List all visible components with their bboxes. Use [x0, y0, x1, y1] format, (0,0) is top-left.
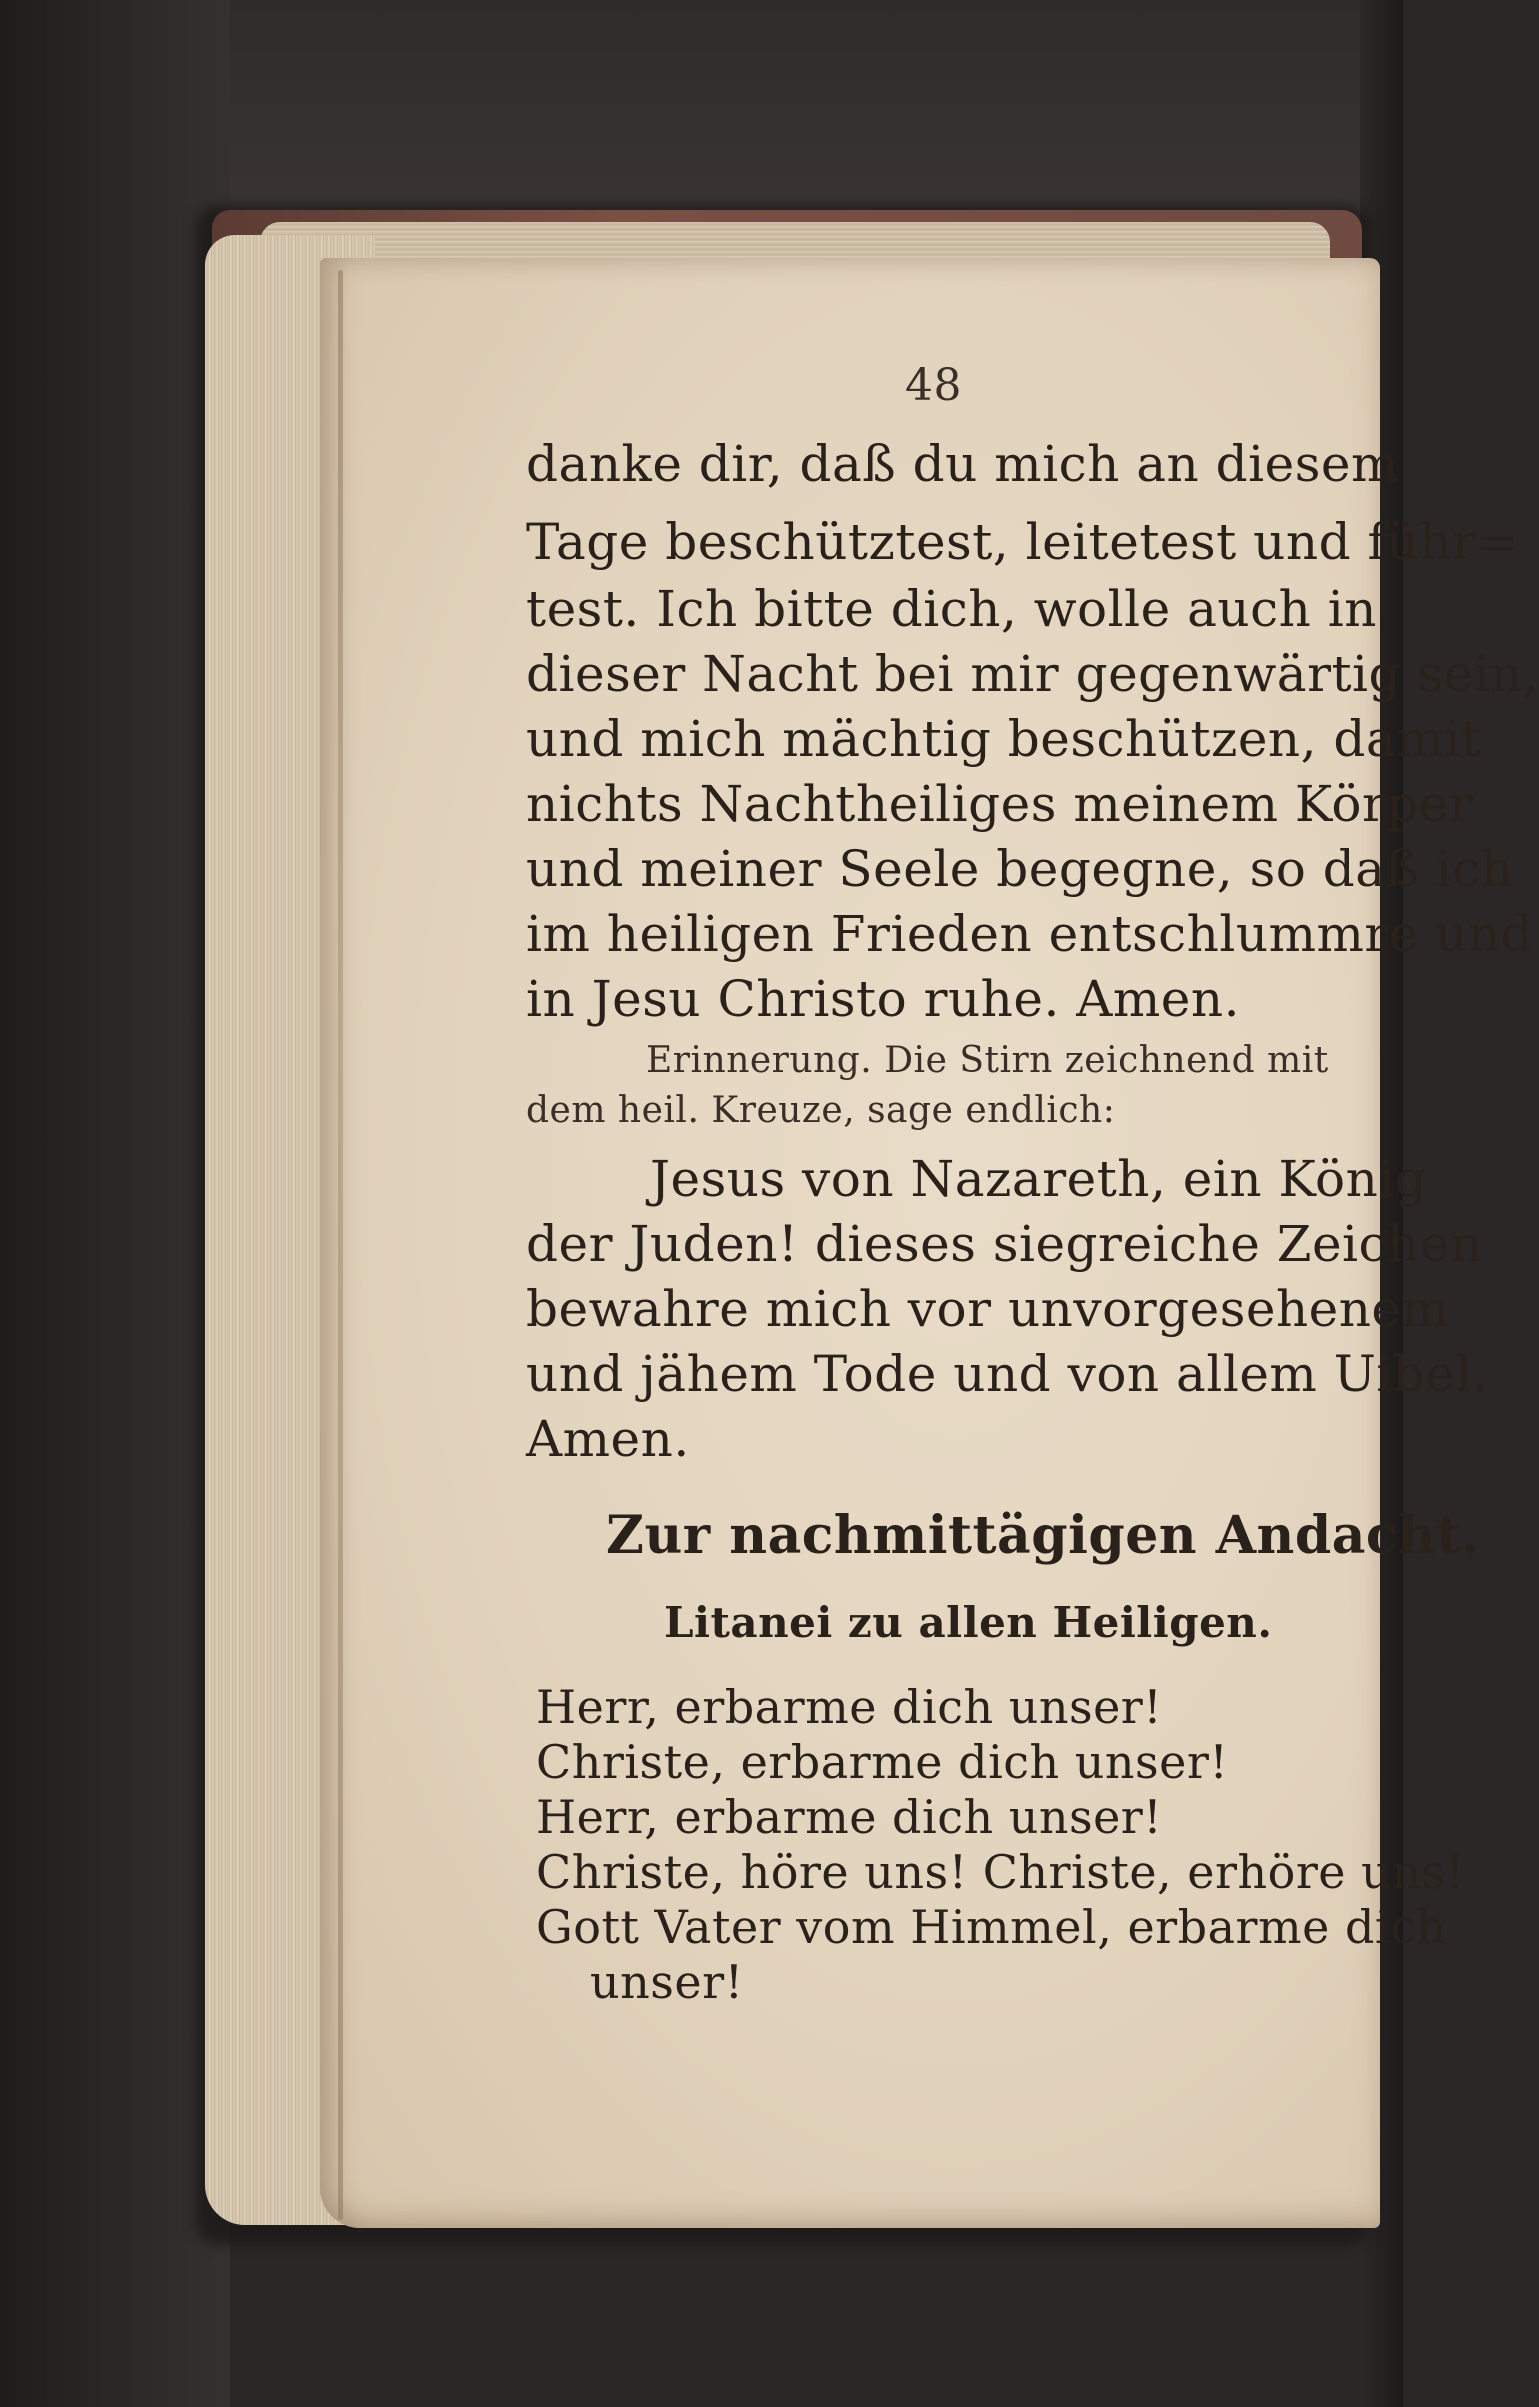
- litany-line: Herr, erbarme dich unser!: [536, 1680, 1163, 1734]
- paragraph1-line: danke dir, daß du mich an diesem: [526, 435, 1399, 493]
- litany-line: Gott Vater vom Himmel, erbarme dich: [536, 1900, 1447, 1954]
- page-number: 48: [905, 360, 962, 411]
- litany-line: Christe, erbarme dich unser!: [536, 1735, 1229, 1789]
- paragraph2-line: und jähem Tode und von allem Uibel.: [526, 1345, 1489, 1403]
- paragraph1-line: im heiligen Frieden entschlummre und: [526, 905, 1534, 963]
- section-heading: Zur nachmittägigen Andacht.: [606, 1505, 1480, 1566]
- paragraph1-line: und meiner Seele begegne, so daß ich: [526, 840, 1514, 898]
- paragraph2-line: Amen.: [526, 1410, 690, 1468]
- paragraph2-line: bewahre mich vor unvorgesehenem: [526, 1280, 1450, 1338]
- litany-line: Herr, erbarme dich unser!: [536, 1790, 1163, 1844]
- litany-line: unser!: [590, 1955, 744, 2009]
- paragraph1-line: in Jesu Christo ruhe. Amen.: [526, 970, 1240, 1028]
- paragraph1-line: test. Ich bitte dich, wolle auch in: [526, 580, 1377, 638]
- paragraph1-line: und mich mächtig beschützen, damit: [526, 710, 1482, 768]
- paragraph1-line: nichts Nachtheiliges meinem Körper: [526, 775, 1474, 833]
- paragraph2-line: der Juden! dieses siegreiche Zeichen: [526, 1215, 1483, 1273]
- litany-line: Christe, höre uns! Christe, erhöre uns!: [536, 1845, 1465, 1899]
- note-line: dem heil. Kreuze, sage endlich:: [526, 1090, 1116, 1131]
- paragraph1-line: dieser Nacht bei mir gegenwärtig sein,: [526, 645, 1539, 703]
- paragraph2-line: Jesus von Nazareth, ein König: [650, 1150, 1428, 1208]
- note-line: Erinnerung. Die Stirn zeichnend mit: [646, 1040, 1329, 1081]
- paragraph1-line: Tage beschütztest, leitetest und führ=: [526, 513, 1519, 571]
- page-gutter: [338, 270, 343, 2220]
- dark-background-top: [230, 0, 1360, 230]
- section-subheading: Litanei zu allen Heiligen.: [664, 1598, 1273, 1647]
